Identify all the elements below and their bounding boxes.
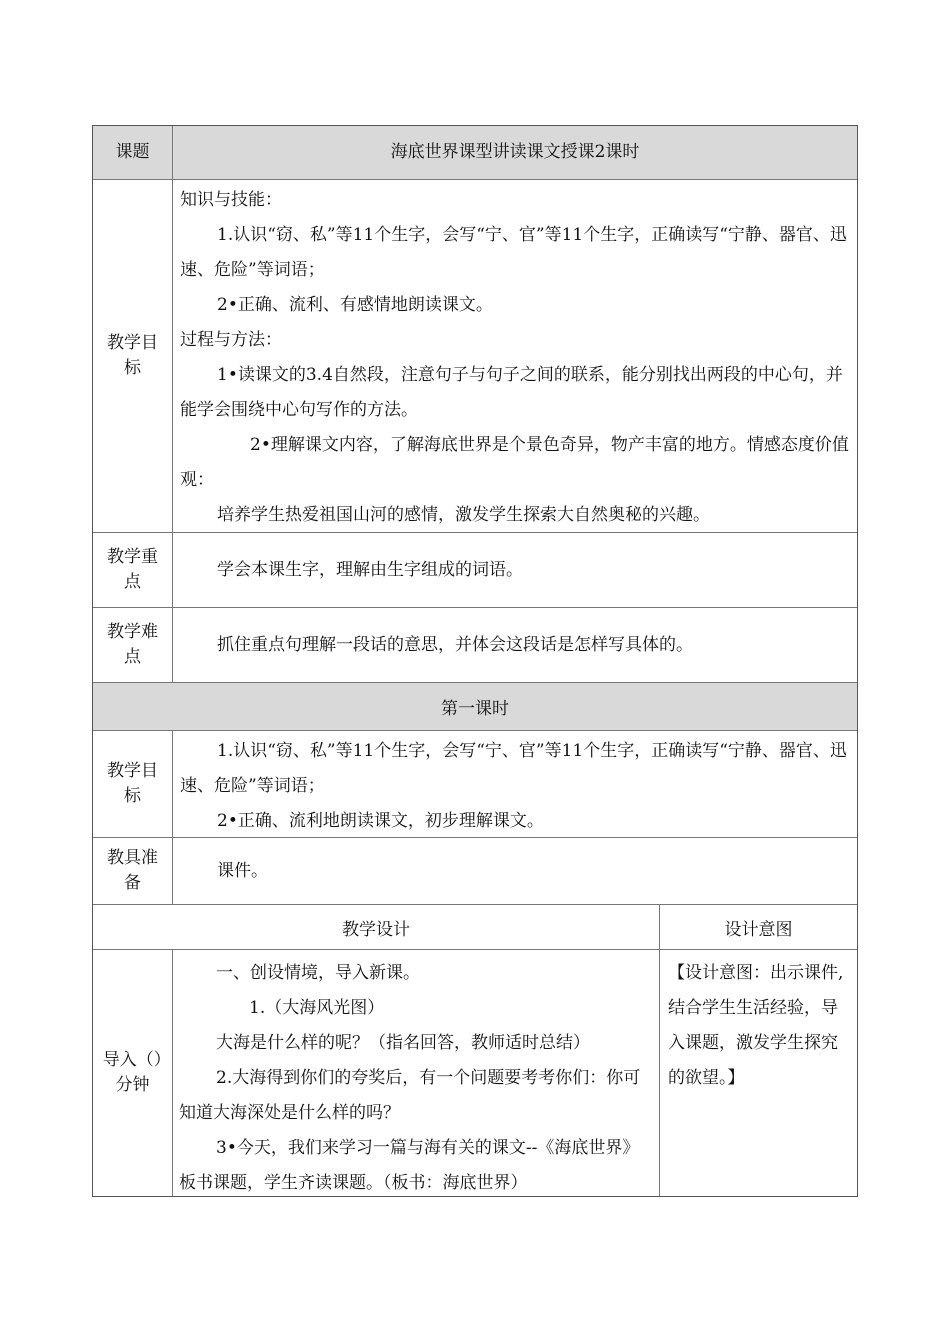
key-points-label: 教学重点 xyxy=(93,533,173,607)
intro-line: 3•今天，我们来学习一篇与海有关的课文--《海底世界》板书课题，学生齐读课题。（板书：海底世界） xyxy=(179,1138,640,1193)
intro-line: 2.大海得到你们的夸奖后，有一个问题要考考你们：你可知道大海深处是什么样的吗？ xyxy=(179,1068,641,1123)
title-row xyxy=(93,126,857,179)
design-header-row xyxy=(93,904,857,949)
intro-content xyxy=(173,950,659,1196)
lesson-plan-table xyxy=(92,125,858,1197)
intro-line: 一、创设情境，导入新课。 xyxy=(216,963,420,983)
objective-heading: 过程与方法： xyxy=(180,330,282,350)
key-points-row xyxy=(93,532,857,607)
intro-label: 导入（）分钟 xyxy=(93,950,173,1196)
objective-line: 2•正确、流利地朗读课文，初步理解课文。 xyxy=(217,811,544,831)
objective-line: 1•读课文的3.4自然段，注意句子与句子之间的联系，能分别找出两段的中心句，并能学会围绕中心句写作的方法。 xyxy=(180,365,843,420)
section-row xyxy=(93,682,857,730)
intro-row xyxy=(93,949,857,1196)
section-title: 第一课时 xyxy=(441,699,509,719)
objective-heading: 知识与技能： xyxy=(180,190,282,210)
key-points-cell xyxy=(173,533,857,607)
difficulties-row xyxy=(93,607,857,682)
objectives-label: 教学目标 xyxy=(93,180,173,532)
design-header: 教学设计 xyxy=(342,919,410,940)
objective-line: 培养学生热爱祖国山河的感情，激发学生探索大自然奥秘的兴趣。 xyxy=(217,505,710,525)
tools-label: 教具准备 xyxy=(93,838,173,904)
objective-line: 1.认识“窃、私”等11个生字，会写“宁、官”等11个生字，正确读写“宁静、器官、迅速、危险”等词语； xyxy=(180,225,847,280)
objectives-row xyxy=(93,179,857,532)
objective-line: 1.认识“窃、私”等11个生字，会写“宁、官”等11个生字，正确读写“宁静、器官、迅速、危险”等词语； xyxy=(180,741,847,796)
intro-line: 1.（大海风光图） xyxy=(249,998,385,1018)
intro-line: 大海是什么样的呢？（指名回答，教师适时总结） xyxy=(216,1033,590,1053)
objectives1-content xyxy=(173,731,857,837)
difficulties-cell xyxy=(173,608,857,682)
objectives-content xyxy=(173,180,857,532)
objectives1-label: 教学目标 xyxy=(93,731,173,837)
difficulties-label: 教学难点 xyxy=(93,608,173,682)
intent-header: 设计意图 xyxy=(724,919,793,940)
tools-cell xyxy=(173,838,857,904)
objective-line: 2•正确、流利、有感情地朗读课文。 xyxy=(217,295,493,315)
topic-label: 课题 xyxy=(93,126,173,179)
difficulties-text: 抓住重点句理解一段话的意思，并体会这段话是怎样写具体的。 xyxy=(217,634,693,655)
intro-intent: 【设计意图：出示课件,结合学生生活经验，导入课题，激发学生探究的欲望。】 xyxy=(668,963,844,1088)
objective-line: 2•理解课文内容，了解海底世界是个景色奇异，物产丰富的地方。情感态度价值观： xyxy=(180,435,849,490)
tools-text: 课件。 xyxy=(217,860,268,881)
lesson-title: 海底世界课型讲读课文授课2课时 xyxy=(390,142,640,162)
tools-row xyxy=(93,837,857,904)
objectives1-row xyxy=(93,730,857,837)
key-points-text: 学会本课生字，理解由生字组成的词语。 xyxy=(217,559,523,580)
